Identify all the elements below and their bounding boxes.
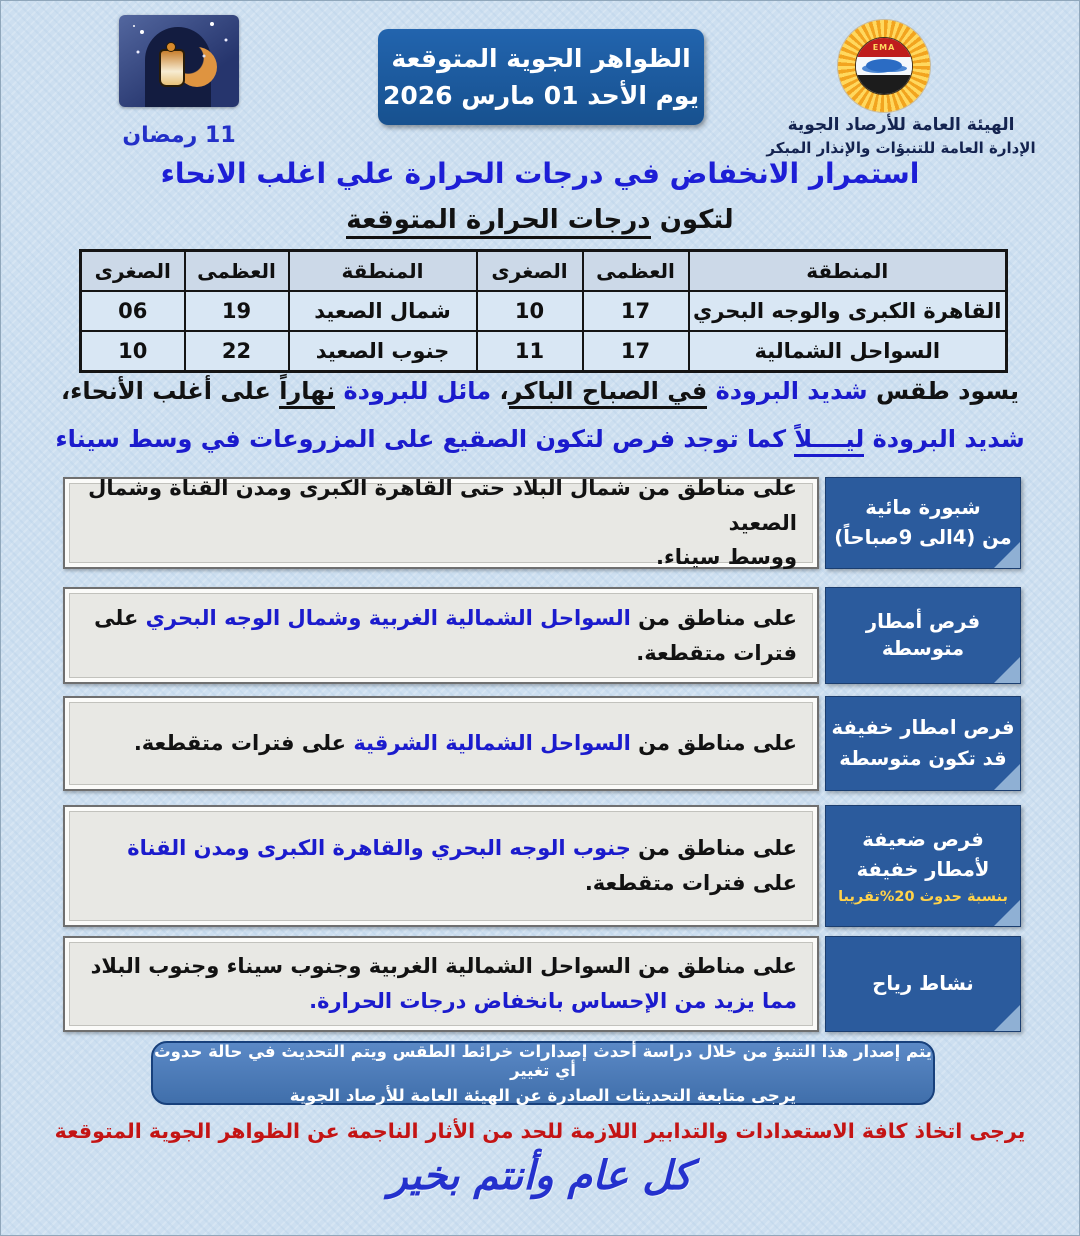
section-label-line: فرص أمطار متوسطة	[865, 610, 981, 660]
text-segment: نهاراً	[279, 377, 335, 409]
text-segment: درجات الحرارة المتوقعة	[346, 205, 650, 239]
section-content	[63, 936, 819, 1032]
text-segment: لتكون	[650, 205, 734, 235]
ema-logo-text: EMA	[872, 42, 896, 52]
weather-section	[63, 696, 1021, 791]
section-label-line: فرص امطار خفيفة	[831, 716, 1015, 740]
lantern-icon	[159, 49, 185, 87]
section-content	[63, 805, 819, 927]
stars-decoration	[133, 25, 135, 27]
text-segment: على فترات متقطعة.	[94, 605, 797, 665]
text-segment: ووسط سيناء.	[656, 545, 797, 570]
ema-logo	[834, 19, 934, 113]
table-cell-max: 19	[185, 291, 289, 331]
table-cell-region: جنوب الصعيد	[289, 331, 477, 372]
weather-section	[63, 587, 1021, 684]
weather-section	[63, 936, 1021, 1032]
ramadan-lantern-image	[119, 15, 239, 107]
greeting-calligraphy: كل عام وأنتم بخير	[388, 1153, 692, 1199]
section-content	[63, 477, 819, 569]
text-segment: في الصباح الباكر	[509, 377, 708, 409]
text-segment: على أغلب الأنحاء،	[61, 377, 280, 405]
table-cell-region: القاهرة الكبرى والوجه البحري	[689, 291, 1007, 331]
text-segment: شديد البرودة	[707, 377, 868, 405]
ramadan-day-label: 11 رمضان	[122, 123, 236, 148]
text-segment: مائل للبرودة	[335, 377, 492, 405]
table-row	[81, 331, 1007, 372]
emblem-black-band	[856, 75, 912, 94]
advisory-text: يرجى اتخاذ كافة الاستعدادات والتدابير اللازمة للحد من الأثار الناجمة عن الظواهر الجوية المتوقعة	[54, 1119, 1026, 1143]
section-content-text	[65, 595, 817, 676]
issuance-note-box	[151, 1041, 935, 1105]
table-cell-max: 22	[185, 331, 289, 372]
col-header-region: المنطقة	[689, 251, 1007, 292]
temperature-table	[79, 249, 1008, 373]
text-segment: يسود طقس	[867, 377, 1019, 405]
table-cell-min: 10	[81, 331, 185, 372]
section-content-text	[65, 825, 817, 906]
section-label	[825, 936, 1021, 1032]
text-segment: ،	[491, 377, 509, 405]
section-label	[825, 696, 1021, 791]
org-line2: الإدارة العامة للتنبؤات والإنذار المبكر	[766, 139, 1036, 157]
text-segment: السواحل الشمالية الغربية وشمال الوجه البحري	[145, 605, 631, 630]
sun-rays-icon	[838, 20, 930, 112]
bulletin-date: يوم الأحد 01 مارس 2026	[383, 81, 699, 110]
text-segment: على مناطق من	[630, 836, 797, 861]
col-header-max: العظمى	[185, 251, 289, 292]
temperature-table-body	[81, 291, 1007, 372]
cloud-icon	[866, 59, 902, 72]
headline-sub	[1, 205, 1079, 235]
ema-emblem	[855, 37, 913, 95]
section-content	[63, 696, 819, 791]
table-header-row	[81, 251, 1007, 292]
text-segment: على مناطق من السواحل الشمالية الغربية وجنوب سيناء وجنوب البلاد	[90, 954, 797, 979]
headline-main: استمرار الانخفاض في درجات الحرارة علي اغلب الانحاء	[160, 157, 920, 190]
text-segment: شديد البرودة	[864, 425, 1025, 453]
section-label	[825, 477, 1021, 569]
text-segment: السواحل الشمالية الشرقية	[353, 731, 631, 756]
bulletin-title-box	[378, 29, 704, 125]
text-segment: كما توجد فرص لتكون الصقيع على المزروعات في وسط سيناء	[55, 425, 795, 453]
weather-section	[63, 477, 1021, 569]
section-label	[825, 587, 1021, 684]
section-label-line: قد تكون متوسطة	[839, 746, 1007, 770]
section-label-line: فرص ضعيفة	[862, 827, 984, 851]
section-content	[63, 587, 819, 684]
issuance-note-line2: يرجى متابعة التحديثات الصادرة عن الهيئة العامة للأرصاد الجوية	[289, 1085, 797, 1105]
text-segment: على فترات متقطعة.	[584, 871, 797, 895]
table-row	[81, 291, 1007, 331]
table-cell-min: 06	[81, 291, 185, 331]
section-content-text	[65, 943, 817, 1024]
emblem-white-band	[856, 57, 912, 76]
organization-name	[729, 115, 1073, 157]
sections	[63, 477, 1021, 1032]
col-header-min: الصغرى	[81, 251, 185, 292]
col-header-max: العظمى	[583, 251, 689, 292]
section-label-line: نشاط رياح	[872, 971, 974, 995]
table-cell-region: السواحل الشمالية	[689, 331, 1007, 372]
section-label-line: لأمطار خفيفة	[856, 858, 990, 881]
section-label-line: شبورة مائية	[865, 495, 981, 519]
section-content-text	[65, 465, 817, 581]
section-label-line: من (4الى 9صباحاً)	[834, 526, 1012, 549]
bulletin-title: الظواهر الجوية المتوقعة	[391, 44, 691, 73]
table-cell-min: 11	[477, 331, 583, 372]
section-content-text	[65, 720, 817, 767]
text-segment: مما يزيد من الإحساس بانخفاض درجات الحرارة.	[309, 989, 797, 1013]
text-segment: على مناطق من شمال البلاد حتى القاهرة الكبرى ومدن القناة وشمال الصعيد	[88, 476, 797, 535]
section-label	[825, 805, 1021, 927]
table-cell-min: 10	[477, 291, 583, 331]
text-segment: ليــــلاً	[794, 425, 864, 457]
col-header-min: الصغرى	[477, 251, 583, 292]
text-segment: جنوب الوجه البحري والقاهرة الكبرى ومدن القناة	[127, 836, 631, 861]
org-line1: الهيئة العامة للأرصاد الجوية	[787, 115, 1015, 135]
summary-line2	[1, 425, 1079, 453]
table-cell-max: 17	[583, 331, 689, 372]
folded-corner	[994, 1005, 1020, 1031]
table-cell-region: شمال الصعيد	[289, 291, 477, 331]
text-segment: على فترات متقطعة.	[133, 731, 354, 756]
text-segment: على مناطق من	[630, 605, 797, 630]
issuance-note-line1: يتم إصدار هذا التنبؤ من خلال دراسة أحدث إصدارات خرائط الطقس ويتم التحديث في حالة حدوث أي تغيير	[154, 1041, 932, 1080]
text-segment: على مناطق من	[630, 731, 797, 756]
emblem-red-band	[856, 38, 912, 57]
table-cell-max: 17	[583, 291, 689, 331]
weather-section	[63, 805, 1021, 927]
col-header-region: المنطقة	[289, 251, 477, 292]
summary-line1	[1, 377, 1079, 405]
section-label-note: بنسبة حدوث 20%تقريبا	[838, 889, 1008, 906]
